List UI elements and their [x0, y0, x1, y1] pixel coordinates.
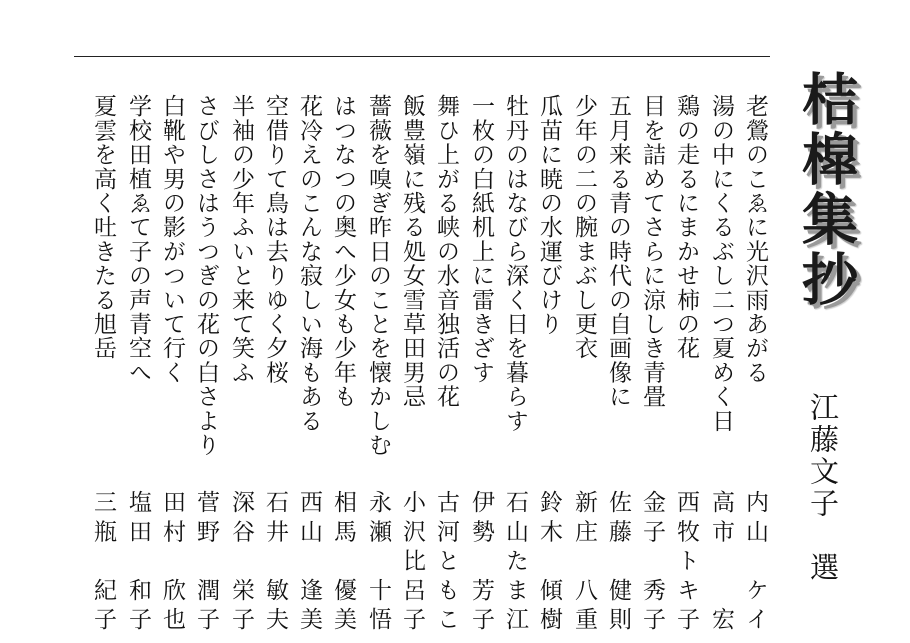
- haiku-author: 佐藤 健則: [605, 490, 631, 630]
- haiku-author: 西山 逢美: [296, 490, 322, 630]
- haiku-poem: 少年の二の腕まぶし更衣: [571, 94, 597, 361]
- haiku-author: 西牧トキ子: [673, 490, 699, 630]
- haiku-poem: 鶏の走るにまかせ柿の花: [673, 94, 699, 361]
- haiku-poem: 半袖の少年ふいと来て笑ふ: [228, 94, 254, 385]
- haiku-poem: 夏雲を高く吐きたる旭岳: [90, 94, 116, 361]
- haiku-author: 相馬 優美: [330, 490, 356, 630]
- haiku-poem: 湯の中にくるぶし二つ夏めく日: [708, 94, 734, 433]
- haiku-author: 永瀬 十悟: [365, 490, 391, 630]
- top-rule: [74, 56, 770, 57]
- page-title: 桔槹集抄: [793, 70, 859, 310]
- haiku-poem: 学校田植ゑて子の声青空へ: [125, 94, 151, 385]
- haiku-author: 石井 敏夫: [262, 490, 288, 630]
- haiku-author: 菅野 潤子: [193, 490, 219, 630]
- haiku-author: 内山 ケイ: [742, 490, 768, 630]
- haiku-poem: 老鶯のこゑに光沢雨あがる: [742, 94, 768, 385]
- haiku-author: 伊勢 芳子: [468, 490, 494, 630]
- haiku-author: 小沢比呂子: [399, 490, 425, 630]
- selector-credit: 江藤文子 選: [806, 392, 840, 584]
- haiku-poem: 舞ひ上がる峡の水音独活の花: [433, 94, 459, 409]
- haiku-poem: 飯豊嶺に残る処女雪草田男忌: [399, 94, 425, 409]
- haiku-author: 新庄 八重: [571, 490, 597, 630]
- haiku-author: 高市 宏: [708, 490, 734, 630]
- haiku-author: 古河ともこ: [433, 490, 459, 630]
- haiku-poem: 白靴や男の影がついて行く: [159, 94, 185, 385]
- haiku-author: 田村 欣也: [159, 490, 185, 630]
- haiku-author: 石山たま江: [502, 490, 528, 630]
- haiku-poem: 花冷えのこんな寂しい海もある: [296, 94, 322, 433]
- haiku-author: 塩田 和子: [125, 490, 151, 630]
- haiku-poem: 空借りて鳥は去りゆく夕桜: [262, 94, 288, 385]
- haiku-poem: 一枚の白紙机上に雷きざす: [468, 94, 494, 385]
- haiku-poem: 五月来る青の時代の自画像に: [605, 94, 631, 409]
- haiku-author: 三瓶 紀子: [90, 490, 116, 630]
- haiku-poem: 牡丹のはなびら深く日を暮らす: [502, 94, 528, 433]
- haiku-author: 鈴木 傾樹: [536, 490, 562, 630]
- haiku-poem: 薔薇を嗅ぎ昨日のことを懐かしむ: [365, 94, 391, 457]
- haiku-author: 金子 秀子: [639, 490, 665, 630]
- haiku-poem: はつなつの奥へ少女も少年も: [330, 94, 356, 409]
- haiku-author: 深谷 栄子: [228, 490, 254, 630]
- haiku-poem: さびしさはうつぎの花の白さより: [193, 94, 219, 457]
- haiku-poem: 瓜苗に暁の水運びけり: [536, 94, 562, 336]
- haiku-poem: 目を詰めてさらに涼しき青畳: [639, 94, 665, 409]
